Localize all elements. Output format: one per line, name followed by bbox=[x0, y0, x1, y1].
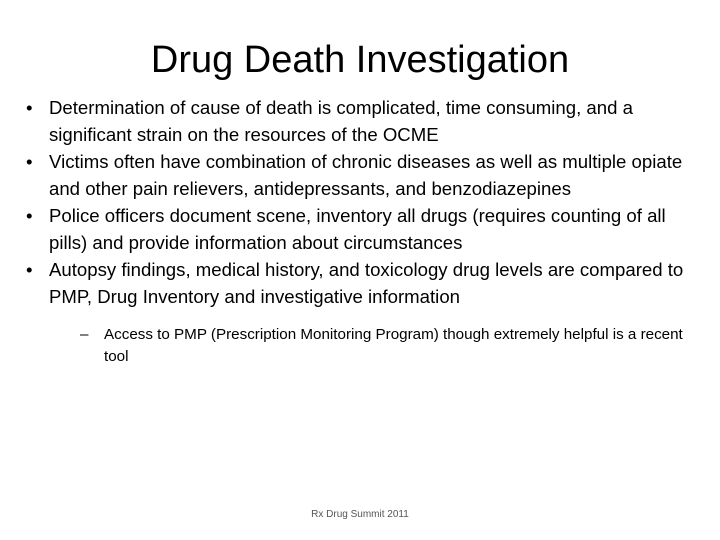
bullet-text: Police officers document scene, inventory all drugs (requires counting of all pills) and provide information about circumstances bbox=[49, 205, 666, 253]
bullet-item bbox=[26, 148, 698, 202]
subbullet-marker: – bbox=[80, 326, 89, 343]
bullet-text: Determination of cause of death is complicated, time consuming, and a significant strain on the resources of the OCME bbox=[49, 97, 633, 145]
bullet-marker: • bbox=[26, 259, 33, 280]
bullet-text: Autopsy findings, medical history, and toxicology drug levels are compared to PMP, Drug Inventory and investigative information bbox=[49, 259, 684, 307]
bullet-item bbox=[26, 202, 698, 256]
bullet-list bbox=[26, 94, 698, 368]
bullet-item bbox=[26, 94, 698, 148]
slide-footer: Rx Drug Summit 2011 bbox=[311, 509, 409, 520]
bullet-marker: • bbox=[26, 97, 33, 118]
bullet-marker: • bbox=[26, 151, 33, 172]
bullet-marker: • bbox=[26, 205, 33, 226]
bullet-text: Victims often have combination of chronic diseases as well as multiple opiate and other pain relievers, antidepressants, and benzodiazepines bbox=[49, 151, 683, 199]
subbullet-list bbox=[49, 324, 698, 368]
subbullet-text: Access to PMP (Prescription Monitoring Program) though extremely helpful is a recent tool bbox=[104, 326, 683, 365]
subbullet-item bbox=[80, 324, 698, 368]
slide-title: Drug Death Investigation bbox=[150, 39, 570, 81]
bullet-item bbox=[26, 256, 698, 368]
